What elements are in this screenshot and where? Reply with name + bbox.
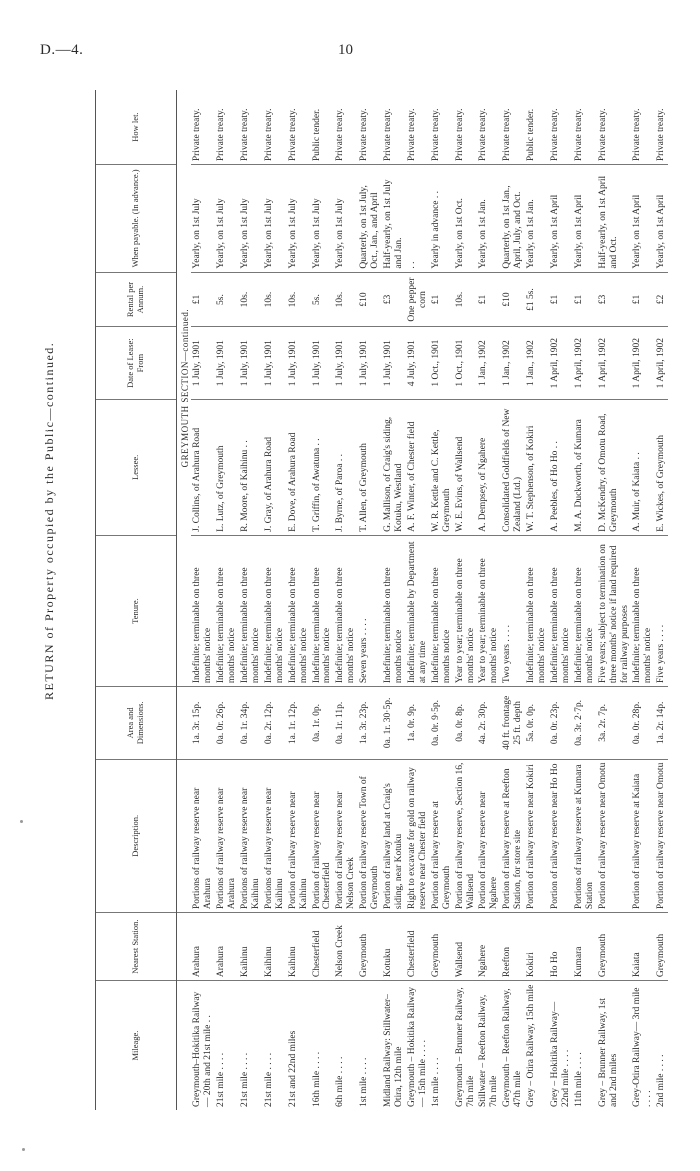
col-rental: Rental per Annum. bbox=[96, 272, 177, 327]
cell-area: 1a. 1r. 12p. bbox=[287, 687, 311, 759]
cell-rental: 10s. bbox=[454, 272, 478, 327]
cell-lessee: J. Gray, of Arahura Road bbox=[263, 399, 287, 535]
cell-station: Wallsend bbox=[454, 913, 478, 981]
cell-how-let: Private treaty. bbox=[430, 90, 454, 165]
cell-how-let: Private treaty. bbox=[655, 90, 668, 165]
cell-description: Portions of railway reserve at Kumara Station bbox=[573, 759, 597, 913]
table-row bbox=[311, 90, 335, 1110]
cell-mileage: Grey-Otira Railway— 3rd mile . . . . bbox=[632, 987, 654, 1107]
cell-date: 1 July, 1901 bbox=[311, 327, 335, 399]
cell-when-payable: Yearly, on 1st Jan. bbox=[525, 165, 549, 272]
cell-date: 1 Jan., 1902 bbox=[525, 327, 549, 399]
table-row bbox=[287, 90, 311, 1110]
cell-lessee: E. Wickes, of Greymouth bbox=[655, 399, 668, 535]
cell-station: Greymouth bbox=[597, 913, 632, 981]
cell-station: Kaihinu bbox=[287, 913, 311, 981]
cell-description: Portion of railway reserve at Reefton Station, for store site bbox=[501, 759, 525, 913]
cell-description: Portion of railway reserve near Ngahere bbox=[477, 759, 501, 913]
cell-date: 1 July, 1901 bbox=[263, 327, 287, 399]
cell-tenure: Indefinite; terminable on three months' notice bbox=[191, 535, 215, 686]
cell-description: Portions of railway reserve near Arahura bbox=[215, 759, 239, 913]
cell-area: 0a. 1r. 11p. bbox=[334, 687, 358, 759]
cell-area: 0a. 3r. 2·7p. bbox=[573, 687, 597, 759]
cell-lessee: T. Griffin, of Awatuna . . bbox=[311, 399, 335, 535]
cell-mileage: 1st mile . . . . bbox=[359, 1057, 370, 1107]
section-label: GREYMOUTH SECTION—continued. bbox=[177, 90, 192, 687]
cell-date: 1 July, 1901 bbox=[334, 327, 358, 399]
cell-when-payable: Yearly, on 1st July bbox=[191, 165, 215, 272]
cell-date: 1 Oct., 1901 bbox=[430, 327, 454, 399]
cell-when-payable: Yearly, on 1st July bbox=[215, 165, 239, 272]
cell-lessee: J. Collins, of Arahura Road bbox=[191, 399, 215, 535]
print-speck bbox=[20, 820, 23, 823]
cell-area: 0a. 1r. 0p. bbox=[311, 687, 335, 759]
cell-area: 0a. 1r. 34p. bbox=[239, 687, 263, 759]
cell-station: Kaihinu bbox=[239, 913, 263, 981]
rotated-table-container bbox=[95, 90, 667, 1110]
cell-tenure: Indefinite; terminable on three months' notice bbox=[311, 535, 335, 686]
cell-mileage: Greymouth–Hokitika Railway— 20th and 21st mile . . bbox=[192, 991, 214, 1107]
cell-area: 40 ft. frontage 25 ft. depth bbox=[501, 687, 525, 759]
cell-how-let: Private treaty. bbox=[334, 90, 358, 165]
table-row bbox=[382, 90, 406, 1110]
cell-when-payable: Yearly, on 1st Jan. bbox=[477, 165, 501, 272]
cell-date: 1 July, 1901 bbox=[358, 327, 382, 399]
cell-when-payable: Yearly, on 1st Oct. bbox=[454, 165, 478, 272]
cell-area: 0a. 2r. 12p. bbox=[263, 687, 287, 759]
cell-lessee: W. E. Evins, of Wallsend bbox=[454, 399, 478, 535]
cell-tenure: Indefinite; terminable on three months' notice bbox=[573, 535, 597, 686]
cell-station: Chesterfield bbox=[406, 913, 430, 981]
cell-how-let: Private treaty. bbox=[287, 90, 311, 165]
cell-when-payable: Yearly, on 1st April bbox=[655, 165, 668, 272]
cell-tenure: Five years; subject to termination on three months' notice if land required for railway purposes bbox=[597, 535, 632, 686]
cell-rental: One pepper corn bbox=[406, 272, 430, 327]
table-row bbox=[239, 90, 263, 1110]
cell-tenure: Indefinite; terminable on three months' notice bbox=[631, 535, 655, 686]
cell-how-let: Private treaty. bbox=[501, 90, 525, 165]
cell-how-let: Private treaty. bbox=[477, 90, 501, 165]
cell-date: 1 April, 1902 bbox=[655, 327, 668, 399]
table-row bbox=[454, 90, 478, 1110]
cell-rental: £3 bbox=[597, 272, 632, 327]
table-row bbox=[191, 90, 215, 1110]
cell-mileage: Greymouth – Reefton Railway, 47th mile bbox=[502, 988, 524, 1107]
table-row bbox=[263, 90, 287, 1110]
cell-when-payable: Half-yearly, on 1st April and Oct. bbox=[597, 165, 632, 272]
cell-how-let: Private treaty. bbox=[597, 90, 632, 165]
cell-station: Greymouth bbox=[655, 913, 668, 981]
cell-tenure: Year to year; terminable on three months' notice bbox=[454, 535, 478, 686]
table-row bbox=[334, 90, 358, 1110]
cell-description: Portions of railway reserve near Kaihinu bbox=[263, 759, 287, 913]
cell-rental: £1 bbox=[477, 272, 501, 327]
cell-rental: £1 bbox=[573, 272, 597, 327]
cell-tenure: Year to year; terminable on three months' notice bbox=[477, 535, 501, 686]
cell-when-payable: Half-yearly, on 1st July and Jan. bbox=[382, 165, 406, 272]
table-row bbox=[597, 90, 632, 1110]
cell-mileage: 11th mile . . . . bbox=[573, 1052, 584, 1107]
col-area: Area and Dimensions. bbox=[96, 687, 177, 759]
cell-station: Reefton bbox=[501, 913, 525, 981]
cell-lessee: R. Moore, of Kaihinu . . bbox=[239, 399, 263, 535]
col-date: Date of Lease: From bbox=[96, 327, 177, 399]
cell-area: 0a. 0r. 26p. bbox=[215, 687, 239, 759]
cell-description: Portions of railway reserve near Arahura bbox=[191, 759, 215, 913]
cell-when-payable: Yearly, on 1st July bbox=[263, 165, 287, 272]
cell-area: 0a. 0r. 28p. bbox=[631, 687, 655, 759]
cell-when-payable: Yearly, on 1st April bbox=[549, 165, 573, 272]
cell-date: 1 July, 1901 bbox=[382, 327, 406, 399]
cell-station: Kotuku bbox=[382, 913, 406, 981]
cell-tenure: Indefinite; terminable on three months' notice bbox=[525, 535, 549, 686]
cell-how-let: Private treaty. bbox=[573, 90, 597, 165]
table-title: RETURN of Property occupied by the Public—continued. bbox=[42, 341, 56, 700]
cell-how-let: Private treaty. bbox=[549, 90, 573, 165]
cell-how-let: Private treaty. bbox=[191, 90, 215, 165]
cell-description: Portion of railway reserve near Chesterfield bbox=[311, 759, 335, 913]
cell-lessee: L. Lutz, of Greymouth bbox=[215, 399, 239, 535]
cell-description: Portion of railway reserve at Greymouth bbox=[430, 759, 454, 913]
cell-how-let: Private treaty. bbox=[263, 90, 287, 165]
cell-date: 1 Jan., 1902 bbox=[501, 327, 525, 399]
cell-description: Portion of railway reserve near Nelson Creek bbox=[334, 759, 358, 913]
cell-station: Greymouth bbox=[430, 913, 454, 981]
cell-mileage: 21st and 22nd miles bbox=[287, 1030, 298, 1107]
cell-lessee: A. F. Winter, of Chester field bbox=[406, 399, 430, 535]
col-mileage: Mileage. bbox=[96, 981, 177, 1110]
cell-lessee: M. A. Duckworth, of Kumara bbox=[573, 399, 597, 535]
cell-date: 1 April, 1902 bbox=[597, 327, 632, 399]
cell-station: Kumara bbox=[573, 913, 597, 981]
cell-when-payable: Yearly, on 1st April bbox=[573, 165, 597, 272]
table-row bbox=[655, 90, 668, 1110]
table-row bbox=[215, 90, 239, 1110]
cell-tenure: Two years . . . . bbox=[501, 535, 525, 686]
col-description: Description. bbox=[96, 759, 177, 913]
cell-when-payable: Yearly, on 1st July bbox=[287, 165, 311, 272]
cell-how-let: Private treaty. bbox=[454, 90, 478, 165]
table-row bbox=[358, 90, 382, 1110]
cell-rental: 5s. bbox=[311, 272, 335, 327]
cell-station: Kokiri bbox=[525, 913, 549, 981]
cell-rental: £3 bbox=[382, 272, 406, 327]
cell-when-payable: . . bbox=[406, 165, 430, 272]
cell-when-payable: Yearly, on 1st July bbox=[239, 165, 263, 272]
cell-when-payable: Yearly, on 1st July bbox=[311, 165, 335, 272]
cell-mileage: 21st mile . . . . bbox=[240, 1052, 251, 1107]
col-when-payable: When payable. (In advance.) bbox=[96, 165, 177, 272]
print-speck bbox=[22, 1148, 25, 1151]
cell-description: Portion of railway reserve Town of Greymouth bbox=[358, 759, 382, 913]
cell-description: Portion of railway reserve near Kokiri bbox=[525, 759, 549, 913]
header-row bbox=[96, 90, 177, 1110]
cell-area: 1a. 3r. 15p. bbox=[191, 687, 215, 759]
document-reference: D.—4. bbox=[40, 42, 84, 58]
cell-rental: £1 bbox=[549, 272, 573, 327]
cell-lessee: T. Allen, of Greymouth bbox=[358, 399, 382, 535]
cell-area: 0a. 0r. 23p. bbox=[549, 687, 573, 759]
cell-rental: £1 bbox=[631, 272, 655, 327]
cell-description: Portion of railway reserve near Ho Ho bbox=[549, 759, 573, 913]
cell-rental: £10 bbox=[501, 272, 525, 327]
cell-area: 0a. 1r. 30·5p. bbox=[382, 687, 406, 759]
cell-mileage: Grey – Otira Railway, 15th mile bbox=[526, 984, 537, 1107]
cell-date: 1 July, 1901 bbox=[287, 327, 311, 399]
cell-lessee: E. Dove, of Arahura Road bbox=[287, 399, 311, 535]
cell-description: Right to excavate for gold on railway reserve near Chester field bbox=[406, 759, 430, 913]
table-row bbox=[406, 90, 430, 1110]
table-row bbox=[501, 90, 525, 1110]
cell-how-let: Public tender. bbox=[525, 90, 549, 165]
cell-mileage: Grey – Hokitika Railway— 22nd mile . . . . bbox=[550, 1001, 571, 1107]
cell-tenure: Indefinite; terminable by Department at any time bbox=[406, 535, 430, 686]
table-row bbox=[477, 90, 501, 1110]
section-row bbox=[177, 90, 192, 1110]
cell-mileage: Grey – Brunner Railway, 1st and 2nd miles bbox=[597, 998, 619, 1107]
cell-rental: £10 bbox=[358, 272, 382, 327]
cell-description: Portion of railway reserve at Kaiata bbox=[631, 759, 655, 913]
cell-station: Arahura bbox=[191, 913, 215, 981]
cell-how-let: Private treaty. bbox=[631, 90, 655, 165]
cell-date: 1 Oct., 1901 bbox=[454, 327, 478, 399]
cell-lessee: D. McKendry, of Omotu Road, Greymouth bbox=[597, 399, 632, 535]
col-lessee: Lessee. bbox=[96, 399, 177, 535]
table-row bbox=[549, 90, 573, 1110]
cell-mileage: 6th mile . . . . bbox=[335, 1056, 346, 1107]
property-return-table bbox=[95, 90, 668, 1110]
cell-tenure: Five years . . . . bbox=[655, 535, 668, 686]
table-row bbox=[430, 90, 454, 1110]
cell-rental: £2 bbox=[655, 272, 668, 327]
cell-date: 1 July, 1901 bbox=[215, 327, 239, 399]
cell-tenure: Indefinite; terminable on three months notice bbox=[382, 535, 406, 686]
table-row bbox=[631, 90, 655, 1110]
cell-description: Portion of railway land at Craig's siding, near Kotuku bbox=[382, 759, 406, 913]
cell-station: Nelson Creek bbox=[334, 913, 358, 981]
cell-date: 1 July, 1901 bbox=[191, 327, 215, 399]
cell-area: 5a. 0r. 0p. bbox=[525, 687, 549, 759]
cell-station: Kaihinu bbox=[263, 913, 287, 981]
cell-station: Greymouth bbox=[358, 913, 382, 981]
cell-how-let: Private treaty. bbox=[358, 90, 382, 165]
cell-rental: £1 bbox=[430, 272, 454, 327]
cell-tenure: Seven years . . . . bbox=[358, 535, 382, 686]
cell-tenure: Indefinite; terminable on three months' notice bbox=[215, 535, 239, 686]
col-nearest-station: Nearest Station. bbox=[96, 913, 177, 981]
cell-area: 3a. 2r. 7p. bbox=[597, 687, 632, 759]
cell-how-let: Public tender. bbox=[311, 90, 335, 165]
cell-station: Ho Ho bbox=[549, 913, 573, 981]
cell-tenure: Indefinite; terminable on three months' notice bbox=[263, 535, 287, 686]
cell-when-payable: Quarterly, on 1st July, Oct., Jan., and April bbox=[358, 165, 382, 272]
cell-how-let: Private treaty. bbox=[406, 90, 430, 165]
cell-lessee: J. Byrne, of Paroa . . bbox=[334, 399, 358, 535]
cell-when-payable: Yearly, on 1st July bbox=[334, 165, 358, 272]
cell-tenure: Indefinite; terminable on three months' notice bbox=[549, 535, 573, 686]
cell-rental: £1 bbox=[191, 272, 215, 327]
cell-date: 4 July, 1901 bbox=[406, 327, 430, 399]
cell-when-payable: Yearly in advance . . bbox=[430, 165, 454, 272]
cell-date: 1 April, 1902 bbox=[631, 327, 655, 399]
cell-area: 1a. 0r. 9p. bbox=[406, 687, 430, 759]
cell-tenure: Indefinite; terminable on three months' notice bbox=[334, 535, 358, 686]
cell-lessee: Consolidated Goldfields of New Zealand (Ltd.) bbox=[501, 399, 525, 535]
cell-station: Arahura bbox=[215, 913, 239, 981]
cell-mileage: 21st mile . . . . bbox=[263, 1052, 274, 1107]
cell-lessee: W. T. Stephenson, of Kokiri bbox=[525, 399, 549, 535]
cell-rental: 10s. bbox=[263, 272, 287, 327]
cell-rental: 10s. bbox=[334, 272, 358, 327]
cell-mileage: Greymouth – Hokitika Railway— 15th mile . . . . bbox=[406, 986, 428, 1107]
cell-area: 4a. 2r. 30p. bbox=[477, 687, 501, 759]
cell-mileage: Stillwater – Reefton Railway, 7th mile bbox=[478, 994, 500, 1107]
cell-area: 1a. 3r. 23p. bbox=[358, 687, 382, 759]
cell-date: 1 Jan., 1902 bbox=[477, 327, 501, 399]
cell-rental: 10s. bbox=[287, 272, 311, 327]
cell-mileage: 1st mile . . . . bbox=[430, 1057, 441, 1107]
cell-mileage: Greymouth – Brunner Railway, 7th mile bbox=[454, 987, 476, 1107]
cell-lessee: A. Muir, of Kaiata . . bbox=[631, 399, 655, 535]
cell-when-payable: Yearly, on 1st April bbox=[631, 165, 655, 272]
cell-description: Portions of railway reserve near Kaihinu bbox=[239, 759, 263, 913]
cell-tenure: Indefinite; terminable on three months notice bbox=[430, 535, 454, 686]
col-tenure: Tenure. bbox=[96, 535, 177, 686]
cell-when-payable: Quarterly, on 1st Jan., April, July, and Oct. bbox=[501, 165, 525, 272]
cell-rental: £1 5s. bbox=[525, 272, 549, 327]
cell-description: Portion of railway reserve near Omotu bbox=[655, 759, 668, 913]
cell-date: 1 July, 1901 bbox=[239, 327, 263, 399]
cell-mileage: 2nd mile . . . . bbox=[656, 1054, 667, 1107]
col-how-let: How let. bbox=[96, 90, 177, 165]
cell-station: Ngahere bbox=[477, 913, 501, 981]
table-row bbox=[525, 90, 549, 1110]
cell-station: Chesterfield bbox=[311, 913, 335, 981]
cell-area: 0a. 0r. 8p. bbox=[454, 687, 478, 759]
cell-lessee: A. Dempsey, of Ngahere bbox=[477, 399, 501, 535]
cell-mileage: Midland Railway: Stillwater–Otira, 12th mile bbox=[383, 994, 405, 1107]
cell-tenure: Indefinite; terminable on three months' notice bbox=[239, 535, 263, 686]
cell-rental: 10s. bbox=[239, 272, 263, 327]
cell-date: 1 April, 1902 bbox=[573, 327, 597, 399]
cell-lessee: A. Peebles, of Ho Ho . . bbox=[549, 399, 573, 535]
cell-description: Portion of railway reserve near Kaihinu bbox=[287, 759, 311, 913]
cell-tenure: Indefinite; terminable on three months' notice bbox=[287, 535, 311, 686]
cell-lessee: G. Mallison, of Craig's siding, Kotuku, Westland bbox=[382, 399, 406, 535]
cell-description: Portion of railway reserve near Omotu bbox=[597, 759, 632, 913]
cell-area: 1a. 2r. 14p. bbox=[655, 687, 668, 759]
cell-description: Portion of railway reserve, Section 16, Wallsend bbox=[454, 759, 478, 913]
table-row bbox=[573, 90, 597, 1110]
cell-how-let: Private treaty. bbox=[382, 90, 406, 165]
cell-station: Kaiata bbox=[631, 913, 655, 981]
cell-lessee: W. R. Kettle and C. Kettle, Greymouth bbox=[430, 399, 454, 535]
cell-rental: 5s. bbox=[215, 272, 239, 327]
cell-mileage: 16th mile . . . . bbox=[311, 1051, 322, 1107]
cell-how-let: Private treaty. bbox=[239, 90, 263, 165]
cell-date: 1 April, 1902 bbox=[549, 327, 573, 399]
cell-mileage: 21st mile . . . . bbox=[216, 1052, 227, 1107]
cell-area: 0a. 0r. 9·5p. bbox=[430, 687, 454, 759]
page-number: 10 bbox=[338, 42, 353, 58]
cell-how-let: Private treaty. bbox=[215, 90, 239, 165]
